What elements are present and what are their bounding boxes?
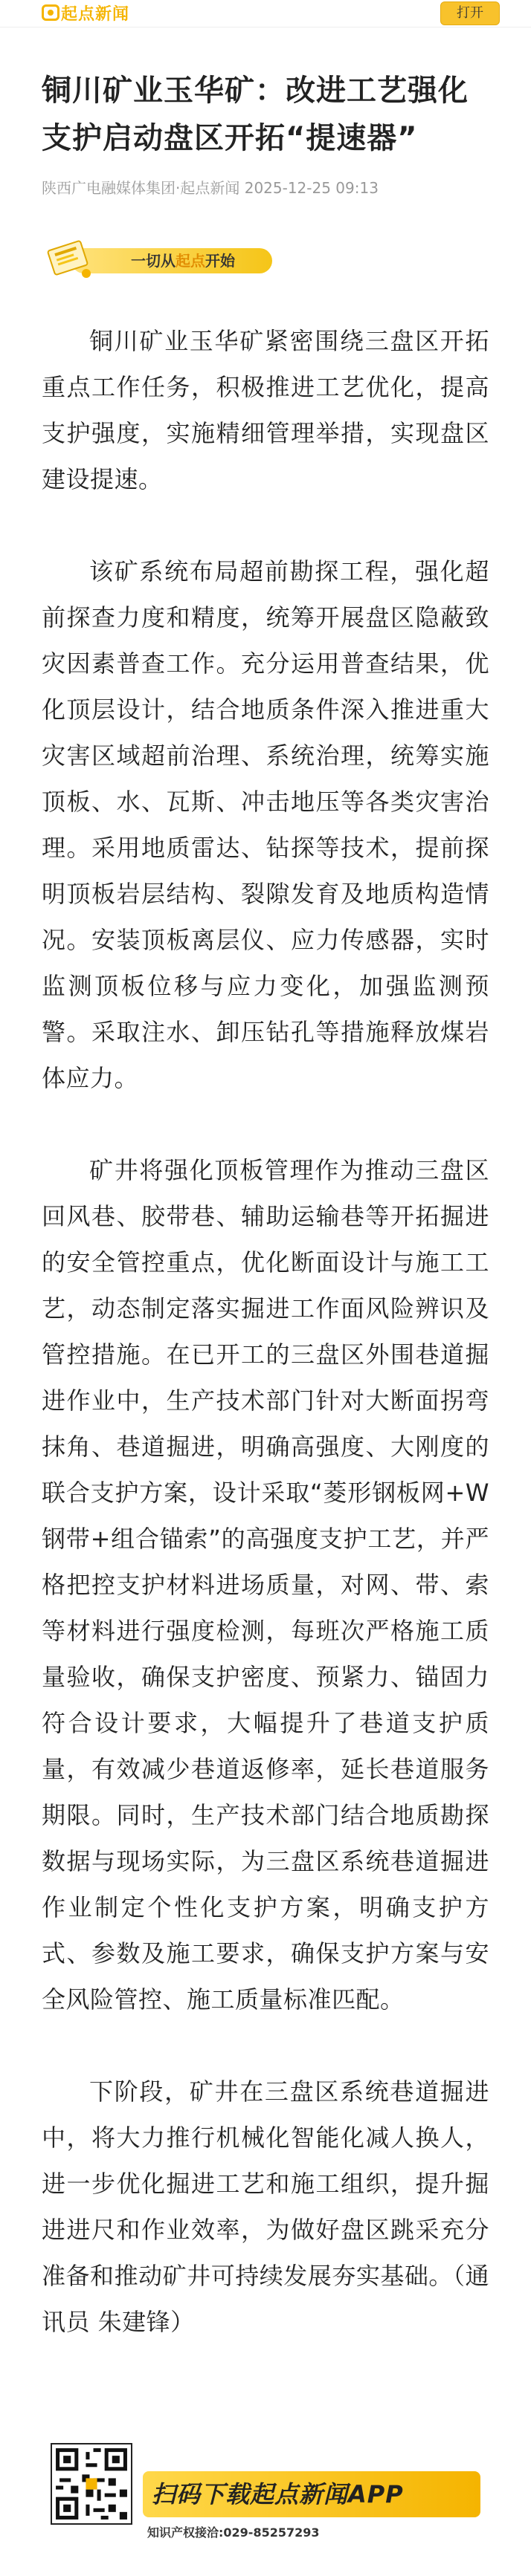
download-banner[interactable]: [51, 2430, 480, 2549]
paragraph: 矿井将强化顶板管理作为推动三盘区回风巷、胶带巷、辅助运输巷等开拓掘进的安全管控重点，优化断面设计与施工工艺，动态制定落实掘进工作面风险辨识及管控措施。在已开工的三盘区外围巷道掘进作业中，生产技术部门针对大断面拐弯抹角、巷道掘进，明确高强度、大刚度的联合支护方案，设计采取“菱形钢板网+W钢带+组合锚索”的高强度支护工艺，并严格把控支护材料进场质量，对网、带、索等材料进行强度检测，每班次严格施工质量验收，确保支护密度、预紧力、锚固力符合设计要求，大幅提升了巷道支护质量，有效减少巷道返修率，延长巷道服务期限。同时，生产技术部门结合地质勘探数据与现场实际，为三盘区系统巷道掘进作业制定个性化支护方案，明确支护方式、参数及施工要求，确保支护方案与安全风险管控、施工质量标准匹配。: [42, 1156, 489, 2014]
article-body: [42, 318, 489, 2345]
app-logo[interactable]: [42, 3, 129, 22]
newspaper-icon: [42, 232, 101, 284]
article-title: 铜川矿业玉华矿：改进工艺强化支护启动盘区开拓“提速器”: [42, 74, 469, 155]
qr-code-icon[interactable]: [51, 2443, 132, 2525]
logo-icon: [42, 4, 59, 21]
download-title[interactable]: 扫码下载起点新闻APP: [152, 2480, 404, 2508]
paragraph: 铜川矿业玉华矿紧密围绕三盘区开拓重点工作任务，积极推进工艺优化，提高支护强度，实施精细管理举措，实现盘区建设提速。: [42, 327, 489, 493]
paragraph: 该矿系统布局超前勘探工程，强化超前探查力度和精度，统筹开展盘区隐蔽致灾因素普查工作。充分运用普查结果，优化顶层设计，结合地质条件深入推进重大灾害区域超前治理、系统治理，统筹实施顶板、水、瓦斯、冲击地压等各类灾害治理。采用地质雷达、钻探等技术，提前探明顶板岩层结构、裂隙发育及地质构造情况。安装顶板离层仪、应力传感器，实时监测顶板位移与应力变化，加强监测预警。采取注水、卸压钻孔等措施释放煤岩体应力。: [42, 557, 489, 1092]
open-app-button[interactable]: 打开: [440, 1, 500, 25]
slogan-banner: [42, 232, 295, 284]
top-bar: [0, 0, 531, 27]
copyright-line: 知识产权接洽:029-85257293: [147, 2525, 320, 2540]
article: [42, 45, 489, 2345]
slogan-text: 一切从起点开始: [131, 252, 235, 270]
paragraph: 下阶段，矿井在三盘区系统巷道掘进中，将大力推行机械化智能化减人换人，进一步优化掘进工艺和施工组织，提升掘进进尺和作业效率，为做好盘区跳采充分准备和推动矿井可持续发展夯实基础。（通讯员 朱建锋）: [42, 2077, 489, 2336]
logo-text: 起点新闻: [61, 4, 130, 24]
article-meta: 陕西广电融媒体集团·起点新闻 2025-12-25 09:13: [42, 179, 379, 197]
